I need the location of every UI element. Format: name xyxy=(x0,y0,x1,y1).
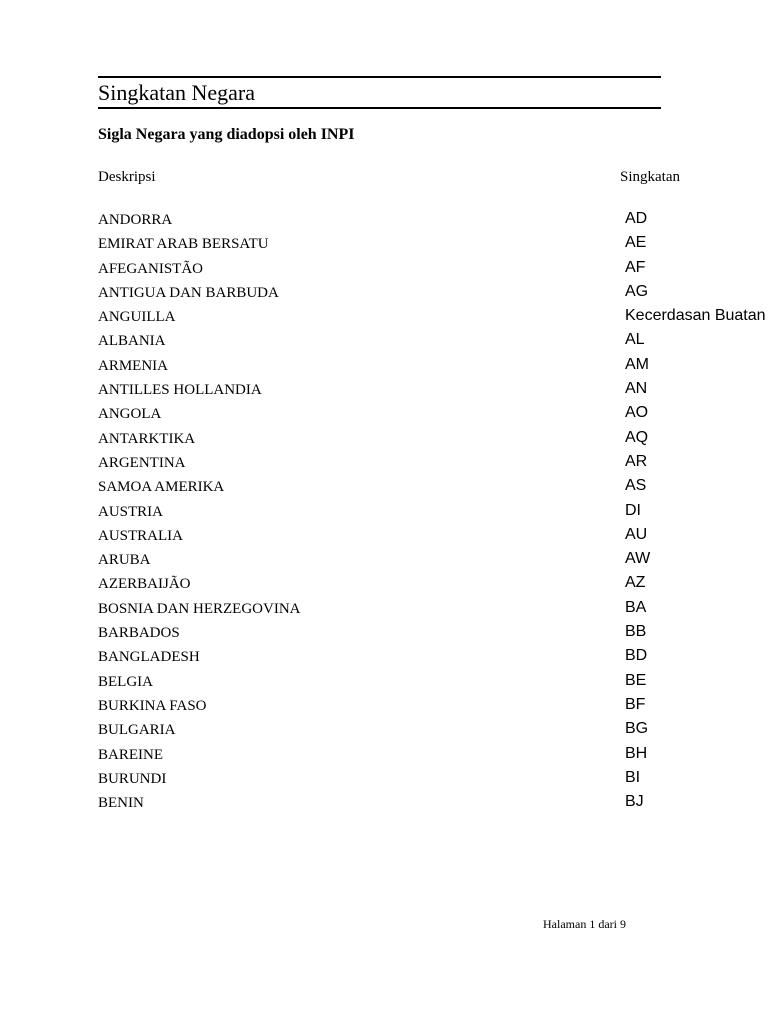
table-row xyxy=(0,257,768,281)
country-code: AN xyxy=(625,380,648,398)
table-row xyxy=(0,500,768,524)
country-code-list xyxy=(0,208,768,815)
country-name: BURUNDI xyxy=(98,770,167,787)
country-name: AFEGANISTÃO xyxy=(98,260,203,277)
table-row xyxy=(0,791,768,815)
page-subtitle: Sigla Negara yang diadopsi oleh INPI xyxy=(98,126,355,143)
country-code: AM xyxy=(625,355,649,373)
table-row xyxy=(0,232,768,256)
country-name: BARBADOS xyxy=(98,625,180,642)
country-code: BA xyxy=(625,598,647,616)
country-code: BF xyxy=(625,695,646,713)
country-name: BAREINE xyxy=(98,746,163,763)
table-row xyxy=(0,402,768,426)
table-row xyxy=(0,451,768,475)
country-code: AF xyxy=(625,258,646,276)
country-name: BANGLADESH xyxy=(98,649,200,666)
table-row xyxy=(0,670,768,694)
country-name: BULGARIA xyxy=(98,722,176,739)
country-name: ARGENTINA xyxy=(98,454,186,471)
country-code: AD xyxy=(625,210,648,227)
column-header-description: Deskripsi xyxy=(98,169,156,185)
table-row xyxy=(0,572,768,596)
country-code: BD xyxy=(625,647,648,665)
country-name: AUSTRALIA xyxy=(98,527,183,544)
country-name: BELGIA xyxy=(98,673,153,690)
country-code: AO xyxy=(625,404,649,422)
table-row xyxy=(0,767,768,791)
country-name: SAMOA AMERIKA xyxy=(98,479,225,496)
country-name: BOSNIA DAN HERZEGOVINA xyxy=(98,600,301,617)
country-code: BI xyxy=(625,768,641,786)
country-code: AU xyxy=(625,525,648,543)
title-bottom-rule xyxy=(98,107,661,109)
table-row xyxy=(0,305,768,329)
country-code: AG xyxy=(625,282,649,300)
table-row xyxy=(0,281,768,305)
country-code: BE xyxy=(625,671,647,689)
table-row xyxy=(0,208,768,232)
table-row xyxy=(0,694,768,718)
table-row xyxy=(0,329,768,353)
table-row xyxy=(0,621,768,645)
title-top-rule xyxy=(98,76,661,78)
table-row xyxy=(0,427,768,451)
country-name: ANTARKTIKA xyxy=(98,430,196,447)
table-row xyxy=(0,354,768,378)
country-code: AZ xyxy=(625,574,646,592)
country-code: AQ xyxy=(625,428,649,446)
country-name: ANGUILLA xyxy=(98,309,176,326)
country-code: BJ xyxy=(625,793,644,811)
table-row xyxy=(0,645,768,669)
country-code: AR xyxy=(625,452,648,470)
page-number: Halaman 1 dari 9 xyxy=(543,917,626,931)
country-name: AZERBAIJÃO xyxy=(98,576,191,593)
table-row xyxy=(0,548,768,572)
country-name: ALBANIA xyxy=(98,333,166,350)
country-name: ARUBA xyxy=(98,552,151,569)
country-code: DI xyxy=(625,501,641,519)
table-row xyxy=(0,743,768,767)
country-code: AL xyxy=(625,331,645,349)
country-code: AW xyxy=(625,550,651,568)
table-row xyxy=(0,378,768,402)
country-name: ANDORRA xyxy=(98,212,173,228)
table-row xyxy=(0,475,768,499)
country-name: AUSTRIA xyxy=(98,503,164,520)
country-name: BURKINA FASO xyxy=(98,697,207,714)
page-title: Singkatan Negara xyxy=(98,80,255,105)
table-row xyxy=(0,524,768,548)
country-code: Kecerdasan Buatan xyxy=(625,307,766,325)
country-name: ANTILLES HOLLANDIA xyxy=(98,382,262,399)
country-name: ANTIGUA DAN BARBUDA xyxy=(98,284,279,301)
column-header-code: Singkatan xyxy=(620,169,680,185)
table-row xyxy=(0,718,768,742)
country-code: BH xyxy=(625,744,648,762)
country-code: BB xyxy=(625,623,647,641)
table-row xyxy=(0,597,768,621)
country-name: ARMENIA xyxy=(98,357,168,374)
country-name: EMIRAT ARAB BERSATU xyxy=(98,236,269,253)
country-code: BG xyxy=(625,720,649,738)
country-name: ANGOLA xyxy=(98,406,162,423)
country-name: BENIN xyxy=(98,795,144,812)
country-code: AS xyxy=(625,477,647,495)
country-code: AE xyxy=(625,234,647,252)
